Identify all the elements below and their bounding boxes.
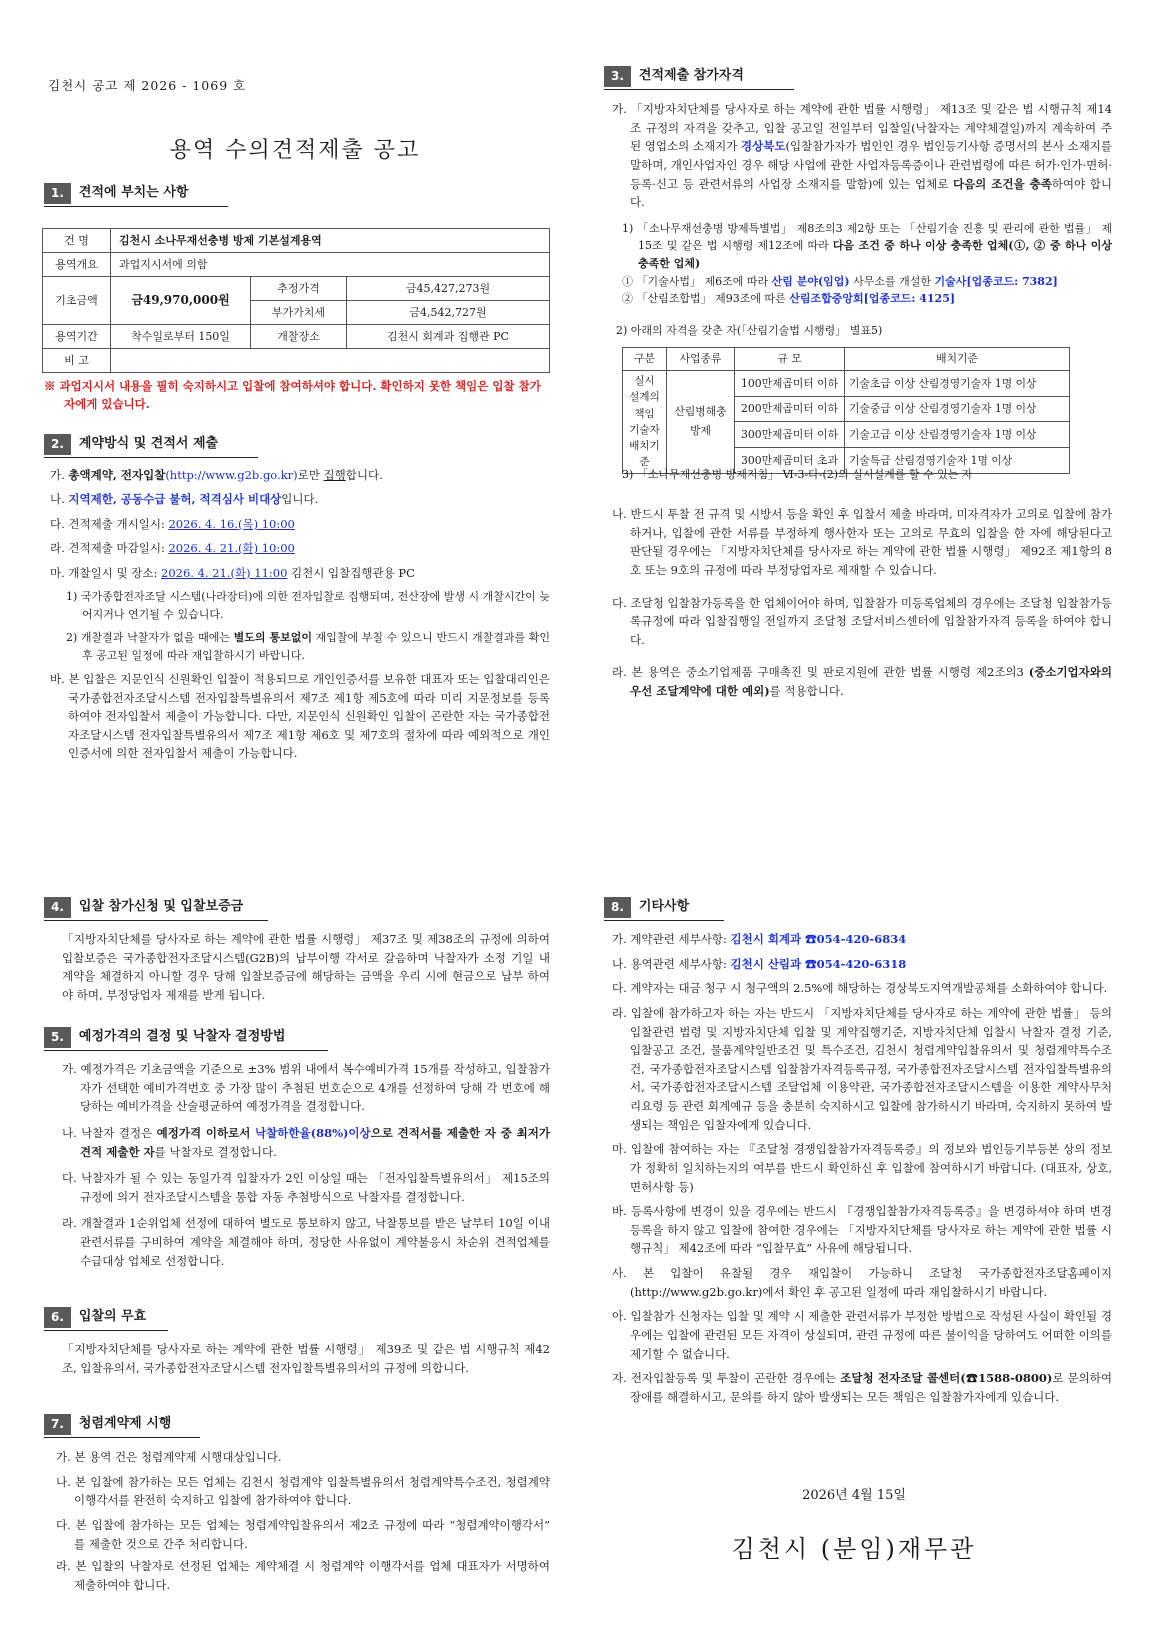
s8-item-ra: 라. 입찰에 참가하고자 하는 자는 반드시 「지방자치단체를 당사자로 하는 계약에 관한 법률」 등의 입찰관련 법령 및 지방자치단체 입찰 및 계약집행기준, 지방자치단체 입찰시 낙찰자 결정 기준, 입찰공고 조건, 물품계약일반조건 및 특수조건, 김천시 청렴계약입찰유의서 및 청렴계약특수조건, 국가종합전자조달시스템 입찰참가자격등록규정, 국가종합전자조달시스템 전자입찰특별유의서, 국가종합전자조달시스템 조달업체 이용약관, 국가종합전자조달시스템을 이용한 계약사무처리요령 등 관련 회계예규 등을 충분히 숙지하시고 입찰에 참가하시기 바라며, 숙지하지 못하여 발생되는 책임은 입찰자에게 있습니다. xyxy=(612,1005,1112,1132)
s8-item-ba: 바. 등록사항에 변경이 있을 경우에는 반드시 『경쟁입찰참가자격등록증』을 변경하셔야 하며 변경등록을 하지 않고 입찰에 참여한 경우에는 「지방자치단체를 당사자로 하는 계약에 관한 법률 시행규칙」 제42조에 따라 “입찰무효” 사유에 해당됩니다. xyxy=(612,1204,1112,1256)
issuer-name: 김천시 (분임)재무관 xyxy=(731,1535,977,1563)
section-7-title: 청렴계약제 시행 xyxy=(78,1416,172,1432)
s2-item-na: 나. 지역제한, 공동수급 불허, 적격심사 비대상입니다. xyxy=(50,492,319,507)
s8-item-ja: 자. 전자입찰등록 및 투찰이 곤란한 경우에는 조달청 전자조달 콜센터(☎1588-0800)로 문의하여 장애를 해결하시고, 문의를 하지 않아 발생되는 모든 책임은 입찰참가자에게 있습니다. xyxy=(612,1371,1112,1404)
name-label: 건 명 xyxy=(43,229,111,253)
qt-header-2: 사업종류 xyxy=(667,348,735,371)
qt-standard: 기술고급 이상 산림경영기술자 1명 이상 xyxy=(845,422,1070,448)
s2-sub-2: 2) 개찰결과 낙찰자가 없을 때에는 별도의 통보없이 재입찰에 부칠 수 있으니 반드시 개찰결과를 확인 후 공고된 일정에 따라 재입찰하시기 바랍니다. xyxy=(66,631,550,662)
base-value: 금49,970,000원 xyxy=(111,277,251,325)
s7-item-na: 나. 본 입찰에 참가하는 모든 업체는 김천시 청렴계약 입찰특별유의서 청렴계약특수조건, 청렴계약 이행각서를 완전히 숙지하고 입찰에 참가하여야 합니다. xyxy=(56,1474,550,1508)
s3-item-da: 다. 조달청 입찰참가등록을 한 업체이어야 하며, 입찰참가 미등록업체의 경우에는 조달청 입찰참가등록규정에 따라 입찰집행일 전일까지 조달청 조달서비스센터에 입찰참가자격 등록을 하여야 합니다. xyxy=(612,595,1112,647)
s8-item-sa: 사. 본 입찰이 유찰될 경우 재입찰이 가능하니 조달청 국가종합전자조달홈페이지(http://www.g2b.go.kr)에서 확인 후 공고된 일정에 따라 재입찰하시기 바랍니다. xyxy=(612,1266,1112,1299)
s5-item-ra: 라. 개찰결과 1순위업체 선정에 대하여 별도로 통보하지 않고, 낙찰통보를 받은 날부터 10일 이내 관련서류를 구비하여 계약을 체결해야 하며, 정당한 사유없이 계약불응시 차순위 견적업체를 수급대상 업체로 선정합니다. xyxy=(62,1216,550,1268)
qt-header-1: 구분 xyxy=(623,348,667,371)
section-2-heading xyxy=(44,434,258,458)
section-4-title: 입찰 참가신청 및 입찰보증금 xyxy=(78,899,244,915)
qt-standard: 기술특급 산림경영기술자 1명 이상 xyxy=(845,447,1070,473)
g2b-link[interactable]: (http://www.g2b.go.kr) xyxy=(165,468,298,482)
est-label: 추정가격 xyxy=(251,277,347,301)
overview-value: 과업지시서에 의함 xyxy=(111,253,550,277)
section-4-number: 4. xyxy=(44,897,71,918)
section-1-heading xyxy=(44,183,228,207)
s6-body: 「지방자치단체를 당사자로 하는 계약에 관한 법률 시행령」 제39조 및 같은 법 시행규칙 제42조, 입찰유의서, 국가종합전자조달시스템 전자입찰특별유의서의 규정에 의합니다. xyxy=(62,1342,550,1375)
section-3-heading xyxy=(604,66,794,90)
section-8-heading xyxy=(604,897,724,921)
s2-item-da: 다. 견적제출 개시일시: 2026. 4. 16.(목) 10:00 xyxy=(50,516,295,531)
s7-item-ga: 가. 본 용역 건은 청렴계약제 시행대상입니다. xyxy=(56,1450,282,1464)
section-1-number: 1. xyxy=(44,183,71,204)
s7-item-da: 다. 본 입찰에 참가하는 모든 업체는 청렴계약입찰유의서 제2조 규정에 따라 “청렴계약이행각서” 를 제출한 것으로 간주 처리합니다. xyxy=(56,1517,550,1551)
s3-cond-1a: ① 「기술사법」 제6조에 따라 산림 분야(임업) 사무소를 개설한 기술사[업종코드: 7382] xyxy=(622,274,1058,288)
section-8-number: 8. xyxy=(604,897,631,918)
s3-cond-1: 1) 「소나무재선충병 방제특별법」 제8조의3 제2항 또는 「산림기술 진흥 및 관리에 관한 법률」 제15조 및 같은 법 시행령 제12조에 따라 다음 조건 중 하나 이상 충족한 업체(①, ② 중 하나 이상 충족한 업체) xyxy=(622,221,1112,270)
vat-value: 금4,542,727원 xyxy=(347,301,550,325)
section-3-number: 3. xyxy=(604,66,631,87)
base-label: 기초금액 xyxy=(43,277,111,325)
s2-sub-1: 1) 국가종합전자조달 시스템(나라장터)에 의한 전자입찰로 집행되며, 전산장에 발생 시 개찰시간이 늦어지거나 연기될 수 있습니다. xyxy=(66,589,550,621)
accounting-contact[interactable]: 김천시 회계과 ☎054-420-6834 xyxy=(730,932,907,946)
section-1-title: 견적에 부치는 사항 xyxy=(78,185,189,201)
forestry-contact[interactable]: 김천시 산림과 ☎054-420-6318 xyxy=(730,956,907,971)
bid-info-table xyxy=(42,228,550,373)
s3-item-ga: 가. 「지방자치단체를 당사자로 하는 계약에 관한 법률 시행령」 제13조 및 같은 법 시행규칙 제14조 규정의 자격을 갖추고, 입찰 공고일 전일부터 입찰일(낙찰자는 계약체결일)까지 계속하여 주된 영업소의 소재지가 경상북도(입찰참가자가 법인인 경우 법인등기사항 증명서의 본사 소재지를 말하며, 개인사업자인 경우 해당 사업에 관한 사업자등록증이나 관련법령에 따른 허가·인가·면허·등록·신고 등 관련서류의 사업장 소재지를 말함)에 있는 업체로 다음의 조건을 충족하여야 합니다. xyxy=(612,102,1112,210)
doc-number: 김천시 공고 제 2026 - 1069 호 xyxy=(48,78,247,93)
qt-standard: 기술중급 이상 산림경영기술자 1명 이상 xyxy=(845,396,1070,422)
section-6-heading xyxy=(44,1307,168,1331)
s5-item-da: 다. 낙찰자가 될 수 있는 동일가격 입찰자가 2인 이상일 때는 「전자입찰특별유의서」 제15조의 규정에 의거 전자조달시스템을 통합 자동 추첨방식으로 낙찰자를 결정합니다. xyxy=(62,1171,550,1204)
open-place-value: 김천시 회계과 집행관 PC xyxy=(347,325,550,349)
s3-item-na: 나. 반드시 투찰 전 규격 및 시방서 등을 확인 후 입찰서 제출 바라며, 미자격자가 고의로 입찰에 참가하거나, 입찰에 관한 서류를 부정하게 행사한자 또는 고의로 무효의 입찰을 한 자에 해당된다고 판단될 경우에는 「지방자치단체를 당사자로 하는 계약에 관한 법률 시행령」 제92조 제1항의 8호 또는 9호의 규정에 따라 부정당업자로 제재할 수 있습니다. xyxy=(612,507,1112,577)
qt-scale: 300만제곱미터 초과 xyxy=(735,447,845,473)
note-value xyxy=(111,349,550,373)
vat-label: 부가가치세 xyxy=(251,301,347,325)
name-value: 김천시 소나무재선충병 방제 기본설계용역 xyxy=(111,229,550,253)
qt-scale: 100만제곱미터 이하 xyxy=(735,371,845,397)
s3-cond-1b: ② 「산림조합법」 제93조에 따른 산림조합중앙회[업종코드: 4125] xyxy=(622,292,956,306)
warning-note xyxy=(44,378,550,414)
section-5-number: 5. xyxy=(44,1027,71,1048)
section-4-heading xyxy=(44,897,268,921)
s8-item-ma: 마. 입찰에 참여하는 자는 『조달청 경쟁입찰참가자격등록증』의 정보와 법인등기부등본 상의 정보가 정확히 일치하는지의 여부를 반드시 확인하신 후 입찰에 참여하시기 바랍니다. (대표자, 상호, 면허사항 등) xyxy=(612,1142,1112,1194)
s8-item-ga: 가. 계약관련 세부사항: 김천시 회계과 ☎054-420-6834 xyxy=(612,932,907,946)
qt-standard: 기술초급 이상 산림경영기술자 1명 이상 xyxy=(845,371,1070,397)
s2-item-ra: 라. 견적제출 마감일시: 2026. 4. 21.(화) 10:00 xyxy=(50,541,295,556)
qt-business-type: 산림병해충 방제 xyxy=(667,371,735,474)
est-value: 금45,427,273원 xyxy=(347,277,550,301)
s8-item-da: 다. 계약자는 대금 청구 시 청구액의 2.5%에 해당하는 경상북도지역개발공채를 소화하여야 합니다. xyxy=(612,981,1108,996)
s8-item-na: 나. 용역관련 세부사항: 김천시 산림과 ☎054-420-6318 xyxy=(612,956,907,971)
s5-item-ga: 가. 예정가격은 기초금액을 기준으로 ±3% 범위 내에서 복수예비가격 15개를 작성하고, 입찰참가자가 선택한 예비가격번호 중 가장 많이 추첨된 번호순으로 4개를 선정하여 당해 각 번호에 해당하는 예비가격을 산술평균하여 예정가격을 결정합니다. xyxy=(62,1062,550,1114)
s3-cond-2: 2) 아래의 자격을 갖춘 자(「산림기술법 시행령」 별표5) xyxy=(616,323,883,337)
open-place-label: 개찰장소 xyxy=(251,325,347,349)
section-8-title: 기타사항 xyxy=(638,899,690,915)
s3-cond-3: 3) 「소나무재선충병 방제지침」 Ⅵ-3-다-(2)의 실시설계를 할 수 있는 자 xyxy=(622,468,973,481)
section-3-title: 견적제출 참가자격 xyxy=(638,68,744,84)
qualification-table xyxy=(622,347,1070,474)
s8-item-a: 아. 입찰참가 신청자는 입찰 및 계약 시 제출한 관련서류가 부정한 방법으로 작성된 사실이 확인될 경우에는 입찰에 관련된 모든 자격이 상실되며, 관련 규정에 따른 불이익을 당하여도 어떠한 이의를 제기할 수 없습니다. xyxy=(612,1309,1112,1361)
s3-item-ra: 라. 본 용역은 중소기업제품 구매촉진 및 판로지원에 관한 법률 시행령 제2조의3 (중소기업자와의 우선 조달계약에 대한 예외)를 적용합니다. xyxy=(612,665,1112,698)
section-5-title: 예정가격의 결정 및 낙찰자 결정방법 xyxy=(78,1029,286,1045)
page-title: 용역 수의견적제출 공고 xyxy=(169,138,421,163)
section-7-number: 7. xyxy=(44,1414,71,1435)
section-2-number: 2. xyxy=(44,434,71,455)
period-label: 용역기간 xyxy=(43,325,111,349)
warning-mark: ※ xyxy=(44,379,56,393)
s2-item-ba: 바. 본 입찰은 지문인식 신원확인 입찰이 적용되므로 개인인증서를 보유한 대표자 또는 입찰대리인은 국가종합전자조달시스템 전자입찰특별유의서 제7조 제1항 제5호에 따라 미리 지문정보를 등록하여야 전자입찰서 제출이 가능합니다. 다만, 지문인식 신원확인 입찰이 곤란한 자는 국가종합전자조달시스템 전자입찰특별유의서 제7조 제1항 제6호 및 제7호의 절차에 따라 예외적으로 개인인증서에 의한 전자입찰서 제출이 가능합니다. xyxy=(50,672,550,760)
period-value: 착수일로부터 150일 xyxy=(111,325,251,349)
note-label: 비 고 xyxy=(43,349,111,373)
section-6-number: 6. xyxy=(44,1307,71,1328)
s5-item-na: 나. 낙찰자 결정은 예정가격 이하로서 낙찰하한율(88%)이상으로 견적서를 제출한 자 중 최저가 견적 제출한 자를 낙찰자로 결정합니다. xyxy=(62,1125,550,1159)
section-7-heading xyxy=(44,1414,200,1438)
qt-header-4: 배치기준 xyxy=(845,348,1070,371)
issue-date: 2026년 4월 15일 xyxy=(802,1488,906,1503)
s2-item-ma: 마. 개찰일시 및 장소: 2026. 4. 21.(화) 11:00 김천시 입찰집행관용 PC xyxy=(50,565,415,580)
s2-item-ga: 가. 총액계약, 전자입찰(http://www.g2b.go.kr)로만 집행합니다. xyxy=(50,468,383,482)
qt-header-3: 규 모 xyxy=(735,348,845,371)
section-5-heading xyxy=(44,1027,328,1051)
warning-text: 과업지시서 내용을 필히 숙지하시고 입찰에 참여하셔야 합니다. 확인하지 못한 책임은 입찰 참가자에게 있습니다. xyxy=(59,379,541,411)
overview-label: 용역개요 xyxy=(43,253,111,277)
s7-item-ra: 라. 본 입찰의 낙찰자로 선정된 업체는 계약체결 시 청렴계약 이행각서를 업체 대표자가 서명하여 제출하여야 합니다. xyxy=(56,1559,550,1592)
qt-category: 실시 설계의 책임 기술자 배치기준 xyxy=(623,371,667,474)
qt-scale: 200만제곱미터 이하 xyxy=(735,396,845,422)
section-2-title: 계약방식 및 견적서 제출 xyxy=(78,436,219,452)
section-6-title: 입찰의 무효 xyxy=(78,1309,147,1325)
qt-scale: 300만제곱미터 이하 xyxy=(735,422,845,448)
s4-body: 「지방자치단체를 당사자로 하는 계약에 관한 법률 시행령」 제37조 및 제38조의 규정에 의하여 입찰보증은 국가종합전자조달시스템(G2B)의 납부이행 각서로 갈음하며 낙찰자가 소정 기일 내 계약을 체결하지 아니할 경우 당해 입찰보증금에 해당하는 금액을 우리 시에 현금으로 납부 하여야 하며, 부정당업자 제재를 받게 됩니다. xyxy=(62,932,550,1002)
